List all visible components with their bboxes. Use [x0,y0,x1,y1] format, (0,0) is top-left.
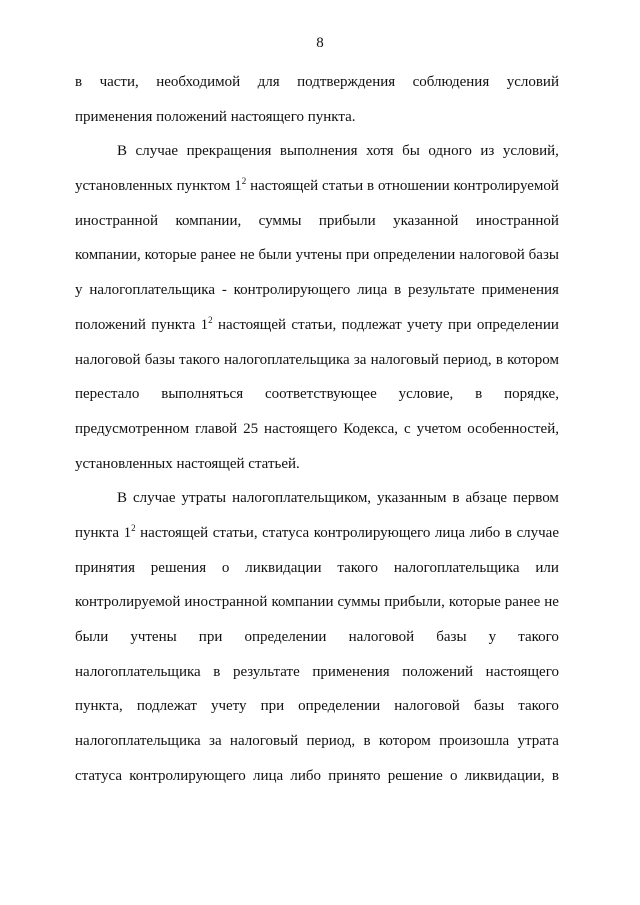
word: с [403,420,411,437]
word: лица [434,524,466,541]
superscript: 2 [241,176,247,187]
text-line [75,315,559,350]
word: налогоплательщика [75,733,201,750]
word: в [363,733,371,750]
word: статьи, [291,316,337,333]
word: контролирующего [233,282,351,299]
word: отношении [377,178,450,195]
text-line [75,384,559,419]
word: компании, [175,212,242,229]
word: соответствующее [264,386,377,403]
word: либо [469,524,501,541]
word: настоящей [250,178,319,195]
word: при [198,629,223,645]
word: не [239,247,255,264]
text-line [75,558,559,593]
word: принято [328,767,381,784]
word: в [551,767,559,784]
word: которые [144,247,197,264]
word: из [480,143,495,160]
text-line [75,280,559,315]
text-line [75,662,559,697]
word: такого [518,698,559,715]
text-line [75,766,559,801]
word: налогоплательщика [393,559,520,576]
word: налоговый [370,351,439,368]
word: учтены [295,247,342,264]
word: применения [481,282,559,299]
word: налоговой [459,247,525,264]
word: в [394,282,402,299]
word: при [260,698,285,715]
word: особенностей, [467,420,559,437]
word: пункта [151,316,196,333]
text-line: установленных настоящей статьей. [75,455,300,472]
word: в [75,74,83,90]
word: настоящей [217,316,287,333]
word: - [221,282,227,299]
word: за [353,351,367,368]
word: которые [448,594,501,611]
word: при [447,316,472,333]
word: принятия [75,559,135,576]
word: определении [298,698,381,715]
word: первом [513,490,559,507]
word: не [544,594,559,611]
text-line [75,419,559,454]
word: базы [473,698,505,715]
word: настоящего [264,420,338,437]
word: такого [337,559,379,576]
word: главой [195,420,238,437]
word: настоящего [485,663,559,680]
word: положений [402,663,474,680]
word: результате [232,663,300,680]
word: ранее [200,247,236,264]
word: учету [210,698,247,715]
word: или [535,559,559,576]
word: утрата [517,733,559,750]
word: компании, [75,247,141,264]
word: контролирующего [313,524,431,541]
word: статьи [322,178,364,195]
word: случае [135,143,179,160]
word: суммы [258,212,302,229]
word: налогоплательщика [89,282,216,299]
text-line [75,350,559,385]
text-line [75,141,559,176]
word: налогоплательщика [224,351,350,368]
word: контролирующего [129,767,246,784]
word: В [117,143,128,160]
word: прекращения [186,143,272,160]
word: подлежат [341,316,402,333]
word: суммы [337,594,381,611]
word: период, [443,351,492,368]
word: в [367,178,375,195]
word: необходимой [156,74,241,90]
word: были [258,247,292,264]
word: установленных [75,178,173,195]
text-line [75,72,559,107]
word: у [75,282,83,299]
word: предусмотренном [75,420,190,437]
text-line [75,592,559,627]
word: для [257,74,280,90]
word: соблюдения [412,74,490,90]
word: $1^2$ [200,314,213,333]
word: в [213,663,221,680]
word: котором [378,733,431,750]
word: статуса [75,767,123,784]
word: налогоплательщиком, [232,490,372,507]
page-number: 8 [316,35,324,51]
word: настоящей [140,524,209,541]
superscript: 2 [131,522,136,533]
word: Кодекса, [343,420,399,437]
word: условий, [502,143,559,160]
word: налоговой [348,629,415,645]
word: пункта [75,524,120,541]
word: в [452,490,460,507]
word: условий [506,74,559,90]
word: иностранной [184,594,268,611]
word: выполнения [279,143,358,160]
word: о [221,559,230,576]
word: утраты [181,490,227,507]
word: статьи, [212,524,258,541]
text-line [75,245,559,280]
text-line [75,731,559,766]
word: иностранной [475,212,559,229]
word: статуса [262,524,310,541]
word: лица [252,767,284,784]
word: произошла [439,733,510,750]
word: иностранной [75,212,159,229]
text-line [75,488,559,523]
word: контролируемой [453,178,559,195]
word: такого [518,629,559,645]
word: хотя [366,143,394,160]
word: абзаце [465,490,508,507]
word: ликвидации [245,559,322,576]
word: пунктом [176,178,231,195]
word: условие, [398,386,454,403]
word: подлежат [136,698,197,715]
word: такого [179,351,220,368]
word: указанной [393,212,459,229]
word: перестало [75,386,140,403]
word: случае [516,524,559,541]
word: в [504,524,512,541]
word: бы [402,143,420,160]
word: либо [290,767,322,784]
word: $1^2$ [123,522,136,541]
word: период, [306,733,356,750]
word: за [209,733,222,750]
word: базы [144,351,176,368]
word: налогоплательщика [75,663,201,680]
word: базы [528,247,559,264]
word: В [117,490,128,507]
word: случае [132,490,176,507]
word: о [449,767,458,784]
word: налоговой [394,698,460,715]
word: 25 [243,420,259,437]
word: решения [150,559,207,576]
word: учетом [416,420,462,437]
word: подтверждения [297,74,396,90]
word: учтены [130,629,177,645]
word: части, [99,74,139,90]
word: компании [271,594,334,611]
word: лица [357,282,388,299]
word: $1^2$ [234,176,247,195]
superscript: 2 [208,314,213,325]
word: определении [373,247,456,264]
word: налоговый [229,733,299,750]
text-line [75,696,559,731]
word: в [495,351,503,368]
word: порядке, [504,386,559,403]
word: определении [476,316,559,333]
word: прибыли, [384,594,445,611]
text-line [75,176,559,211]
word: ликвидации, [464,767,545,784]
word: применения [312,663,390,680]
text-line: применения положений настоящего пункта. [75,108,356,125]
text-line [75,627,559,662]
word: пункта, [75,698,123,715]
word: ранее [504,594,541,611]
word: были [75,629,109,645]
word: одного [428,143,472,160]
word: котором [507,351,559,368]
word: контролируемой [75,594,181,611]
text-line [75,211,559,246]
word: результате [407,282,475,299]
word: базы [436,629,467,645]
word: решение [387,767,443,784]
word: в [475,386,483,403]
word: у [488,629,497,645]
word: при [345,247,370,264]
word: выполняться [161,386,244,403]
word: учету [407,316,443,333]
word: положений [75,316,146,333]
word: налоговой [75,351,141,368]
word: прибыли [318,212,376,229]
word: определении [244,629,327,645]
text-line [75,523,559,558]
document-body [75,72,559,800]
word: указанным [377,490,447,507]
